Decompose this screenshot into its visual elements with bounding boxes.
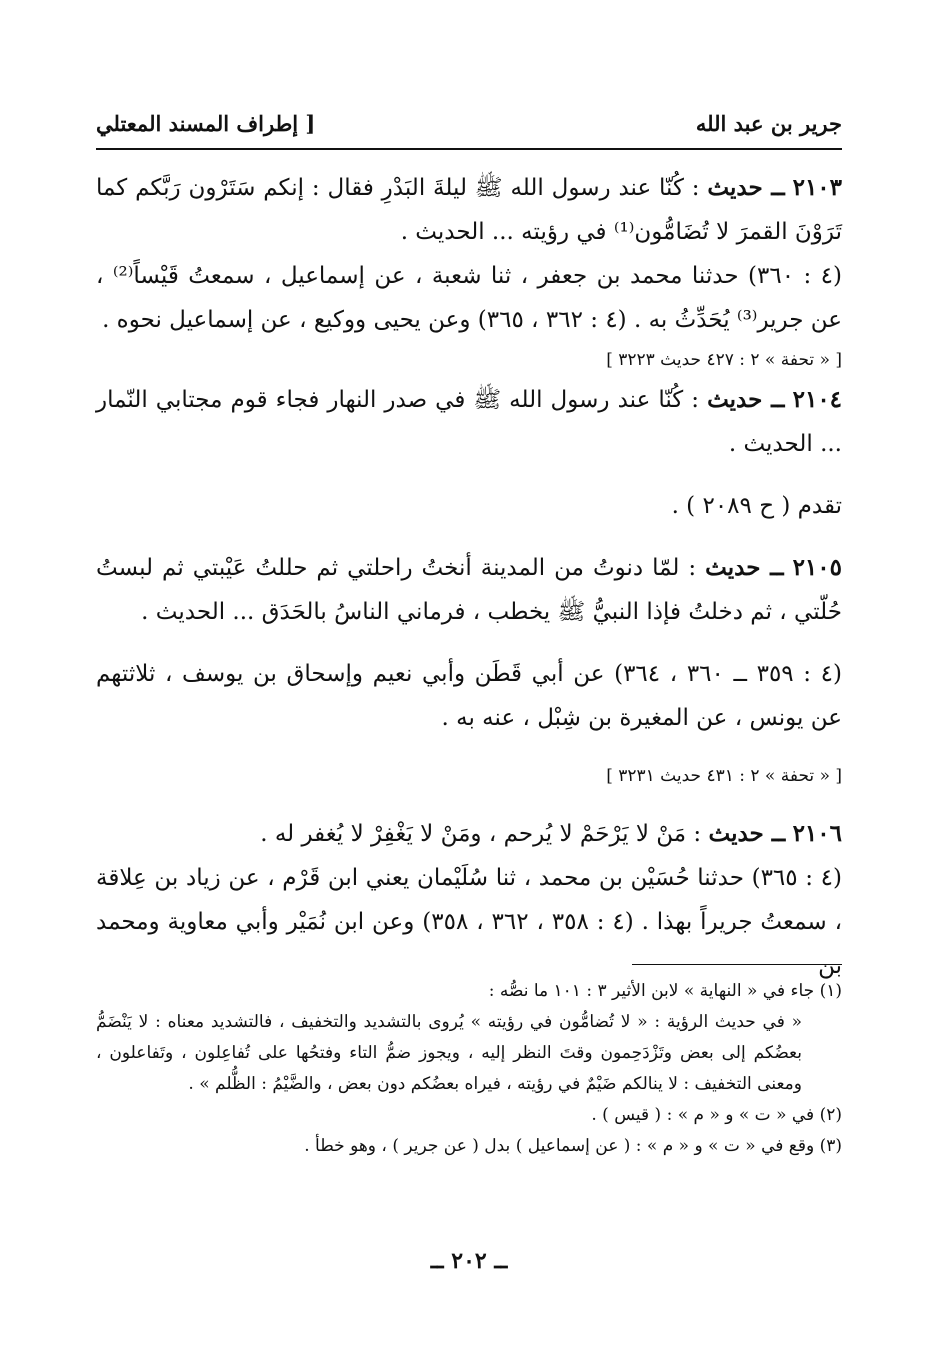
isnad-chain: (٤ : ٣٦٠) حدثنا محمد بن جعفر ، ثنا شعبة ، عن إسماعيل ، سمعتُ قَيْساً⁽²⁾ ، عن جرير⁽³⁾ يُحَدِّثُ به . (٤ : ٣٦٢ ، ٣٦٥) وعن يحيى ووكيع ، عن إسماعيل نحوه . <box>96 263 843 333</box>
header-divider <box>96 148 842 150</box>
main-text <box>96 166 842 988</box>
hadith-label: حديث <box>707 174 763 201</box>
running-header <box>96 108 842 138</box>
hadith-text: ٢١٠٥ ــ حديث : لمّا دنوتُ من المدينة أنختُ راحلتي ثم حللتُ عَيْبتي ثم لبستُ حُلّتي ، ثم دخلتُ فإذا النبيُّ ﷺ يخطب ، فرماني الناسُ بالحَدَق ... الحديث . <box>96 554 842 625</box>
hadith-matn: : لمّا دنوتُ من المدينة أنختُ راحلتي ثم حللتُ عَيْبتي ثم لبستُ حُلّتي ، ثم دخلتُ فإذا النبيُّ ﷺ يخطب ، فرماني الناسُ بالحَدَق ... الحديث . <box>96 555 842 625</box>
hadith-matn: : كُنّا عند رسول الله ﷺ ليلةَ البَدْرِ فقال : إنكم سَتَرْون رَبَّكم كما تَرَوْنَ القمرَ لا تُضَامُّون⁽¹⁾ في رؤيته ... الحديث . <box>96 175 842 245</box>
footnote-divider <box>632 964 842 965</box>
tuhfa-reference: [ « تحفة » ٢ : ٤٢٧ حديث ٣٢٢٣ ] <box>606 350 842 370</box>
footnote-marker: (١) <box>819 981 842 1001</box>
tuhfa-reference: [ « تحفة » ٢ : ٤٣١ حديث ٣٢٣١ ] <box>606 766 842 786</box>
hadith-matn: : مَنْ لا يَرْحَمْ لا يُرحم ، ومَنْ لا يَغْفِرْ لا يُغفر له . <box>260 821 702 847</box>
hadith-label: حديث <box>708 820 764 847</box>
footnote-1-quote <box>96 1007 842 1100</box>
hadith-matn: : كُنّا عند رسول الله ﷺ في صدر النهار فجاء قوم مجتابي النّمار ... الحديث . <box>96 387 842 457</box>
footnote-text: في « ت » و « م » : ( قيس ) . <box>591 1105 815 1125</box>
hadith-label: حديث <box>707 386 763 413</box>
footnote-marker: (٢) <box>819 1105 842 1125</box>
footnote-text: وقع في « ت » و « م » : ( عن إسماعيل ) بدل ( عن جرير ) ، وهو خطأ . <box>304 1136 815 1156</box>
hadith-text: ٢١٠٤ ــ حديث : كُنّا عند رسول الله ﷺ في صدر النهار فجاء قوم مجتابي النّمار ... الحديث . <box>96 386 843 457</box>
footnote-2 <box>96 1100 842 1131</box>
footnote-text: جاء في « النهاية » لابن الأثير ٣ : ١٠١ ما نصُّه : <box>488 981 815 1001</box>
footnote-1 <box>96 976 842 1007</box>
hadith-text: ٢١٠٦ ــ حديث : مَنْ لا يَرْحَمْ لا يُرحم ، ومَنْ لا يَغْفِرْ لا يُغفر له . <box>260 820 842 847</box>
page-number: ــ ٢٠٢ ــ <box>430 1248 508 1274</box>
isnad-chain: (٤ : ٣٥٩ ــ ٣٦٠ ، ٣٦٤) عن أبي قَطَن وأبي نعيم وإسحاق بن يوسف ، ثلاثتهم عن يونس ، عن المغيرة بن شِبْل ، عنه به . <box>96 661 842 731</box>
header-book-title: [ إطراف المسند المعتلي <box>96 110 316 136</box>
hadith-entry-2104 <box>96 378 842 528</box>
hadith-number: ٢١٠٣ <box>792 174 843 201</box>
hadith-text: ٢١٠٣ ــ حديث : كُنّا عند رسول الله ﷺ ليلةَ البَدْرِ فقال : إنكم سَتَرْون رَبَّكم كما تَرَوْنَ القمرَ لا تُضَامُّون⁽¹⁾ في رؤيته ... الحديث . <box>96 174 843 245</box>
hadith-label: حديث <box>705 554 761 581</box>
footnote-text: « في حديث الرؤية : « لا تُضامُّون في رؤيته » يُروى بالتشديد والتخفيف ، فالتشديد معناه : لا يَنْضَمُّ بعضُكم إلى بعض وتَزْدَحِمون وقتَ النظر إليه ، ويجوز ضمُّ التاء وفتحُها على تُفاعِلون ، وتَفاعلون ، ومعنى التخفيف : لا ينالكم ضَيْمٌ في رؤيته ، فيراه بعضُكم دون بعض ، والضَّيْمُ : الظُّلم » . <box>96 1012 802 1094</box>
hadith-entry-2105 <box>96 546 842 794</box>
hadith-number: ٢١٠٤ <box>792 386 843 413</box>
hadith-entry-2103 <box>96 166 842 378</box>
hadith-number: ٢١٠٥ <box>792 554 842 581</box>
footnote-3 <box>96 1131 842 1162</box>
header-chapter-title: جرير بن عبد الله <box>695 110 842 136</box>
footnote-marker: (٣) <box>819 1136 842 1156</box>
hadith-number: ٢١٠٦ <box>792 820 842 847</box>
footnotes <box>96 976 842 1162</box>
cross-reference: تقدم ( ح ٢٠٨٩ ) . <box>671 493 842 519</box>
hadith-entry-2106 <box>96 812 842 988</box>
isnad-chain: (٤ : ٣٦٥) حدثنا حُسَيْن بن محمد ، ثنا سُلَيْمان يعني ابن قَرْم ، عن زياد بن عِلاقة ، سمعتُ جريراً بهذا . (٤ : ٣٥٨ ، ٣٦٢ ، ٣٥٨) وعن ابن نُمَيْر وأبي معاوية ومحمد بن <box>96 865 842 979</box>
